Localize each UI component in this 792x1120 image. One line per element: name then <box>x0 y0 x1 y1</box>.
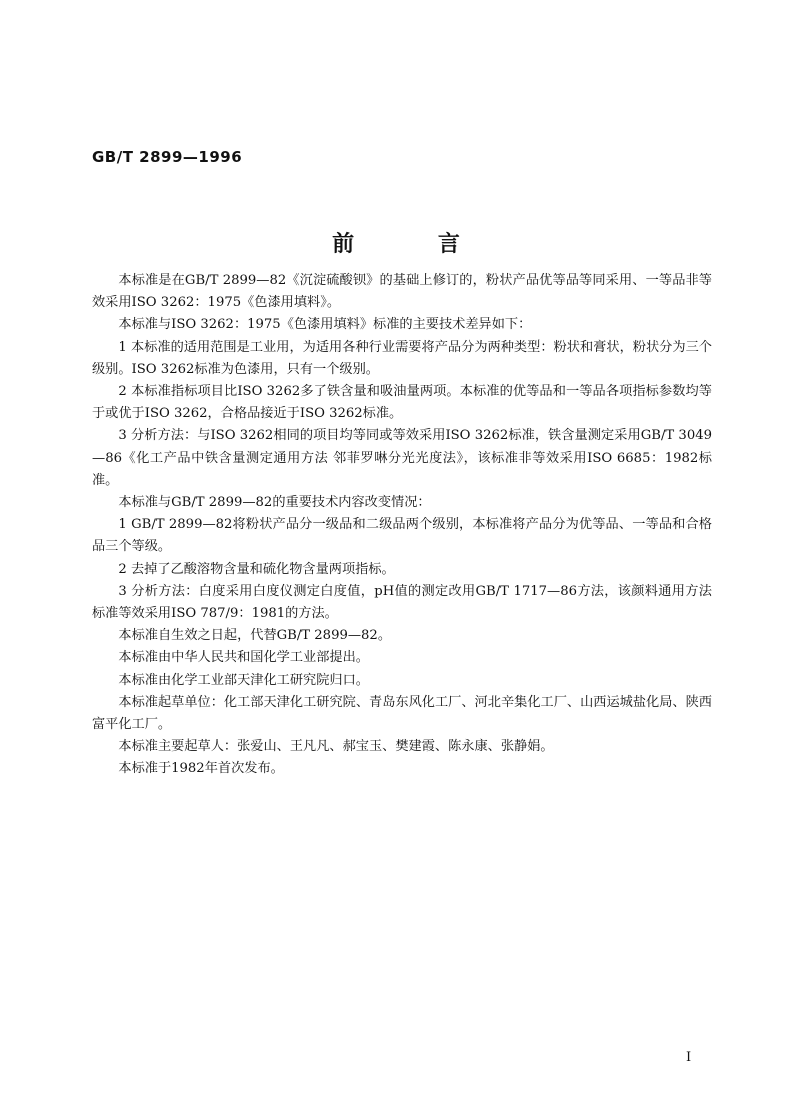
paragraph: 本标准自生效之日起，代替GB/T 2899—82。 <box>118 628 392 644</box>
paragraph: 3 分析方法：与ISO 3262相同的项目均等同或等效采用ISO 3262标准，铁含量测定采用GB/T 3049—86《化工产品中铁含量测定通用方法 邻菲罗啉分光光度法》，该标准非等效采用ISO 6685：1982标准。 <box>92 428 712 488</box>
paragraph: 1 本标准的适用范围是工业用，为适用各种行业需要将产品分为两种类型：粉状和膏状，粉状分为三个级别。ISO 3262标准为色漆用，只有一个级别。 <box>92 339 712 377</box>
standard-code: GB/T 2899—1996 <box>92 148 243 166</box>
paragraph: 2 去掉了乙酸溶物含量和硫化物含量两项指标。 <box>118 561 395 577</box>
paragraph: 本标准是在GB/T 2899—82《沉淀硫酸钡》的基础上修订的，粉状产品优等品等同采用、一等品非等效采用ISO 3262：1975《色漆用填料》。 <box>92 273 712 311</box>
paragraph: 本标准由中华人民共和国化学工业部提出。 <box>118 650 369 666</box>
paragraph: 本标准于1982年首次发布。 <box>118 761 284 777</box>
paragraph: 本标准主要起草人：张爱山、王凡凡、郝宝玉、樊建霞、陈永康、张静娟。 <box>118 739 554 755</box>
paragraph: 3 分析方法：白度采用白度仪测定白度值，pH值的测定改用GB/T 1717—86方法，该颜料通用方法标准等效采用ISO 787/9：1981的方法。 <box>92 583 712 622</box>
paragraph: 本标准与GB/T 2899—82的重要技术内容改变情况： <box>118 495 431 511</box>
foreword-body <box>92 270 712 781</box>
paragraph: 2 本标准指标项目比ISO 3262多了铁含量和吸油量两项。本标准的优等品和一等品各项指标参数均等于或优于ISO 3262，合格品接近于ISO 3262标准。 <box>92 384 712 422</box>
page-title: 前 言 <box>332 232 498 257</box>
paragraph: 本标准起草单位：化工部天津化工研究院、青岛东风化工厂、河北辛集化工厂、山西运城盐化局、陕西富平化工厂。 <box>92 694 712 733</box>
page-number: I <box>686 1050 692 1065</box>
paragraph: 本标准与ISO 3262：1975《色漆用填料》标准的主要技术差异如下： <box>118 317 532 333</box>
paragraph: 1 GB/T 2899—82将粉状产品分一级品和二级品两个级别，本标准将产品分为优等品、一等品和合格品三个等级。 <box>92 517 712 555</box>
paragraph: 本标准由化学工业部天津化工研究院归口。 <box>118 672 369 688</box>
